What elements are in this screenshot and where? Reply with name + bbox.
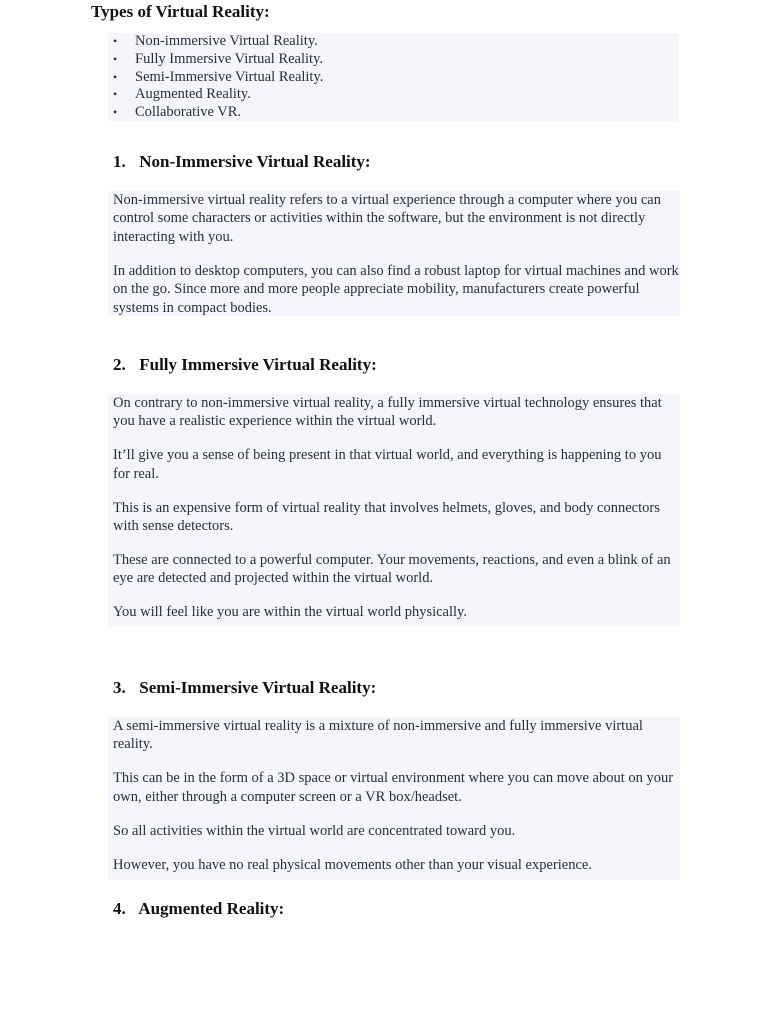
paragraph: On contrary to non-immersive virtual reality, a fully immersive virtual technology ensures that you have a realistic experience within the virtual world. <box>113 395 662 430</box>
bullet-icon: • <box>113 87 118 102</box>
section-number: 4. <box>113 899 126 918</box>
section-body-fully-immersive <box>108 394 680 626</box>
section-title: Semi-Immersive Virtual Reality: <box>139 678 377 697</box>
section-title: Non-Immersive Virtual Reality: <box>139 152 371 171</box>
section-body-semi-immersive <box>108 717 680 880</box>
paragraph: It’ll give you a sense of being present in that virtual world, and everything is happening to you for real. <box>113 447 662 482</box>
paragraph: In addition to desktop computers, you can also find a robust laptop for virtual machines and work on the go. Since more and more people appreciate mobility, manufacturers create powerful systems in compact bodies. <box>113 262 679 316</box>
section-number: 3. <box>113 678 126 697</box>
paragraph: These are connected to a powerful computer. Your movements, reactions, and even a blink of an eye are detected and projected within the virtual world. <box>113 551 671 587</box>
bullet-icon: • <box>113 105 118 120</box>
list-item <box>108 33 679 51</box>
vr-types-list <box>108 33 679 121</box>
paragraph: This is an expensive form of virtual reality that involves helmets, gloves, and body connectors with sense detectors. <box>113 499 660 535</box>
page-title: Types of Virtual Reality: <box>91 2 270 21</box>
section-heading-fully-immersive <box>113 354 377 376</box>
section-heading-non-immersive <box>113 151 371 173</box>
paragraph: Non-immersive virtual reality refers to a virtual experience through a computer where you can control some characters or activities within the software, but the environment is not directly interacting with you. <box>113 192 661 245</box>
list-item <box>108 51 679 69</box>
list-item-text: Augmented Reality. <box>135 86 251 103</box>
bullet-icon: • <box>113 34 118 48</box>
list-item-text: Collaborative VR. <box>135 104 242 121</box>
section-number: 2. <box>113 355 126 374</box>
section-title: Fully Immersive Virtual Reality: <box>139 355 377 374</box>
paragraph: This can be in the form of a 3D space or virtual environment where you can move about on your own, either through a computer screen or a VR box/headset. <box>113 770 674 805</box>
bullet-icon: • <box>113 69 118 84</box>
list-item-text: Fully Immersive Virtual Reality. <box>135 50 324 67</box>
section-number: 1. <box>113 152 126 171</box>
list-item <box>108 69 679 87</box>
section-heading-semi-immersive <box>113 677 376 699</box>
list-item-text: Semi-Immersive Virtual Reality. <box>135 68 324 85</box>
bullet-icon: • <box>113 51 118 66</box>
paragraph: You will feel like you are within the virtual world physically. <box>113 604 467 621</box>
paragraph: A semi-immersive virtual reality is a mixture of non-immersive and fully immersive virtual reality. <box>113 718 643 753</box>
list-item-text: Non-immersive Virtual Reality. <box>135 33 318 49</box>
section-heading-augmented <box>113 898 284 920</box>
section-title: Augmented Reality: <box>138 899 285 918</box>
list-item <box>108 104 679 122</box>
section-body-non-immersive <box>108 191 680 316</box>
paragraph: So all activities within the virtual world are concentrated toward you. <box>113 822 516 839</box>
paragraph: However, you have no real physical movements other than your visual experience. <box>113 856 592 873</box>
list-item <box>108 86 679 104</box>
